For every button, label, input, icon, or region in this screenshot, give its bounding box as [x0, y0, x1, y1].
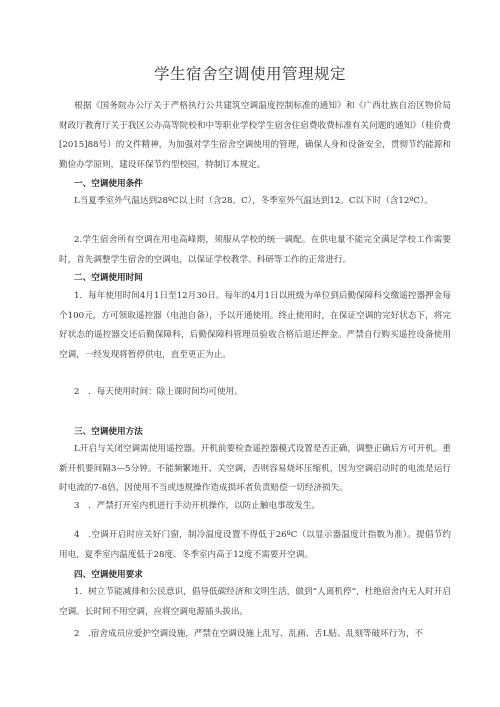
section4-item1-text: 1．树立节能减排和公民意识，倡导低碳经济和文明生活，做到“人离机停”，杜绝宿舍内无人时开启空调。长时间不用空调，应将空调电源插头拔出。	[59, 587, 451, 617]
section2-item1	[59, 287, 451, 365]
section2-item2-text: 2 ．每天使用时间：除上课时间均可使用。	[74, 387, 243, 397]
section3-item1-text: L开启与关闭空调需使用遥控器。开机前要检查遥控器模式设置是否正确，调整正确后方可开机。重新开机要间隔3—5分钟。不能频繁地开、关空调，否则容易烧坏压缩机，因为空调启动时的电流是运行时电流的7-8倍，因使用不当或违规操作造成损坏者负责赔偿一切经济损失。	[59, 444, 451, 494]
section3-item2-text: 3 ．严禁打开室内机进行手动开机操作，以防止触电事故发生。	[74, 501, 321, 511]
section1-item1-text: L当夏季室外气温达到28ºC以上时（含28。C），冬季室外气温达到12。C以下时（含12ºC）。	[74, 196, 433, 206]
section4-item2-text: 2 .宿舍成员应爱护空调设施，严禁在空调设施上乱写、乱画、舌L贴、乱刻等破坏行为，不	[74, 629, 424, 639]
section4-item1	[59, 583, 451, 622]
section4-heading: 四、空调使用要求	[74, 570, 143, 580]
section2-item2	[59, 383, 451, 403]
section4-item2	[59, 625, 451, 645]
section3-item1	[59, 440, 451, 499]
section3-item3-text: 4 .空调开启时应关好门窗，制冷温度设置不得低于26ºC（以显示器温度计指数为准）。提倡节约用电，夏季室内温度低于28度、冬季室内高于12度不需要开空调。	[59, 530, 451, 560]
section3-item2	[59, 497, 451, 517]
section1-item2	[59, 231, 451, 270]
section1-item1	[59, 192, 451, 212]
section3-heading: 三、空调使用方法	[74, 427, 143, 437]
section1-item2-text: 2.学生宿舍所有空调在用电高峰期，须服从学校的统一调配。在供电量不能完全满足学校工作需要时，首先调整学生宿舍的空调电，以保证学校教学、科研等工作的正常进行。	[59, 235, 451, 265]
section1-heading: 一、空调使用条件	[74, 179, 143, 189]
section2-item1-text: 1．每年使用时间4月1日至12月30日。每年的4月1日以班级为单位到后勤保障科交缴遥控器押金每个100元，方可领取遥控器（电池自备），予以开通使用。终止使用时，在保证空调的完好状态下，将完好状态的遥控器交还后勤保障科，后勤保障科管理员验收合格后退还押金。严禁自行购买遥控设备使用空调，一经发现将暂停供电，直至更正为止。	[59, 291, 451, 360]
intro-text: 根据《国务院办公厅关于严格执行公共建筑空调温度控制标准的通知》和《广西壮族自治区物价局财政厅教育厅关于我区公办高等院校和中等职业学校学生宿舍住宿费收费标准有关问题的通知》（桂价费[2015]88号）的文件精神，为加强对学生宿舍空调使用的管理，确保人身和设备安全，贯彻节约能源和勤俭办学原则，建设环保节约型校园，特制订本规定。	[59, 101, 451, 170]
section2-heading: 二、空调使用时间	[74, 273, 143, 283]
document-title: 学生宿舍空调使用管理规定	[153, 65, 346, 83]
intro-paragraph	[59, 97, 451, 175]
section3-item3	[59, 526, 451, 565]
